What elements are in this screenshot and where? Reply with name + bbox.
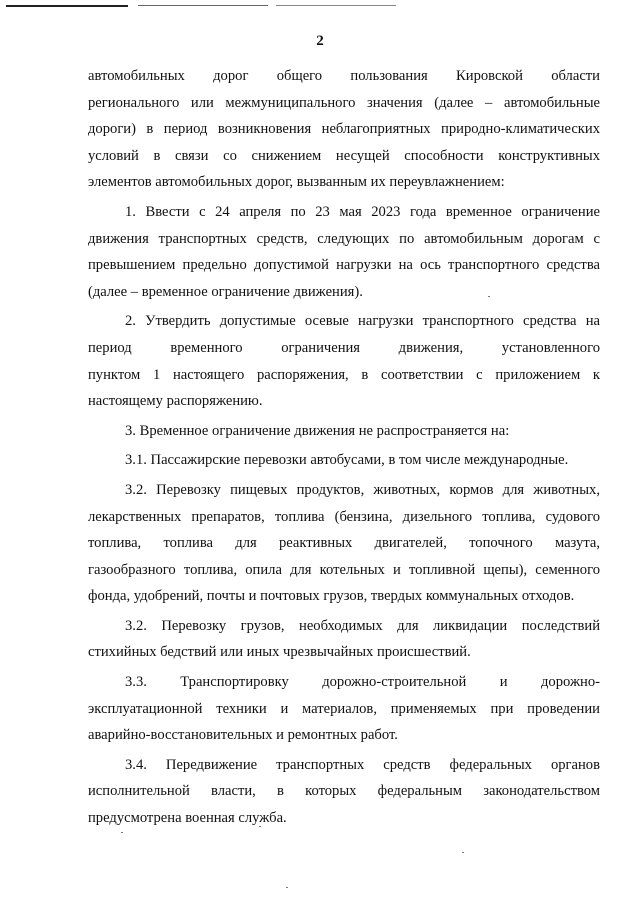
paragraph-item-3-4 <box>88 752 600 832</box>
text-line: превышением предельно допустимой нагрузки на ось транспортного средства <box>88 257 600 274</box>
text-line: условий в связи со снижением несущей способности конструктивных <box>88 147 600 164</box>
text-line: 3.2. Перевозку пищевых продуктов, животных, кормов для животных, <box>125 481 600 498</box>
text-line: движения транспортных средств, следующих по автомобильным дорогам с <box>88 230 600 247</box>
text-line: 1. Ввести с 24 апреля по 23 мая 2023 года временное ограничение <box>125 203 600 220</box>
paragraph-item-1 <box>88 199 600 305</box>
paragraph-item-3-2b <box>88 613 600 666</box>
paragraph-item-2 <box>88 308 600 414</box>
text-line: фонда, удобрений, почты и почтовых грузов, твердых коммунальных отходов. <box>88 588 575 605</box>
text-line: исполнительной власти, в которых федеральным законодательством <box>88 783 600 800</box>
text-line: автомобильных дорог общего пользования Кировской области <box>88 68 600 84</box>
scan-speck <box>462 852 464 853</box>
text-line: пунктом 1 настоящего распоряжения, в соответствии с приложением к <box>88 366 600 383</box>
scan-speck <box>259 826 261 827</box>
text-line: 3.2. Перевозку грузов, необходимых для ликвидации последствий <box>125 617 600 634</box>
text-line: аварийно-восстановительных и ремонтных работ. <box>88 727 398 744</box>
scan-speck <box>488 296 490 297</box>
text-line: элементов автомобильных дорог, вызванным их переувлажнением: <box>88 174 505 191</box>
text-line: стихийных бедствий или иных чрезвычайных происшествий. <box>88 644 471 661</box>
header-rule <box>138 5 268 6</box>
text-line: газообразного топлива, опила для котельных и топливной щепы), семенного <box>88 561 600 578</box>
text-line: (далее – временное ограничение движения). <box>88 283 363 300</box>
text-line: период временного ограничения движения, установленного <box>88 339 600 356</box>
text-line: 3.1. Пассажирские перевозки автобусами, в том числе международные. <box>125 452 569 469</box>
text-line: 3.3. Транспортировку дорожно-строительной и дорожно- <box>125 674 600 691</box>
text-line: настоящему распоряжению. <box>88 393 263 410</box>
document-body <box>88 63 600 832</box>
page-number: 2 <box>316 33 324 49</box>
paragraph-intro <box>88 63 600 196</box>
text-line: 3.4. Передвижение транспортных средств федеральных органов <box>125 756 600 773</box>
text-line: дороги) в период возникновения неблагоприятных природно-климатических <box>88 121 600 138</box>
paragraph-item-3-1 <box>88 447 600 474</box>
text-line: 3. Временное ограничение движения не распространяется на: <box>125 422 510 439</box>
text-line: эксплуатационной техники и материалов, применяемых при проведении <box>88 700 600 717</box>
paragraph-item-3 <box>88 418 600 445</box>
text-line: лекарственных препаратов, топлива (бензина, дизельного топлива, судового <box>88 508 600 525</box>
text-line: регионального или межмуниципального значения (далее – автомобильные <box>88 94 600 111</box>
paragraph-item-3-2a <box>88 477 600 610</box>
text-line: предусмотрена военная служба. <box>88 810 287 827</box>
scan-speck <box>286 887 288 888</box>
text-line: 2. Утвердить допустимые осевые нагрузки транспортного средства на <box>125 313 600 330</box>
header-rule <box>276 5 396 6</box>
text-line: топлива, топлива для реактивных двигателей, топочного мазута, <box>88 535 600 552</box>
paragraph-item-3-3 <box>88 669 600 749</box>
scan-speck <box>121 832 123 833</box>
header-rule <box>6 5 128 7</box>
